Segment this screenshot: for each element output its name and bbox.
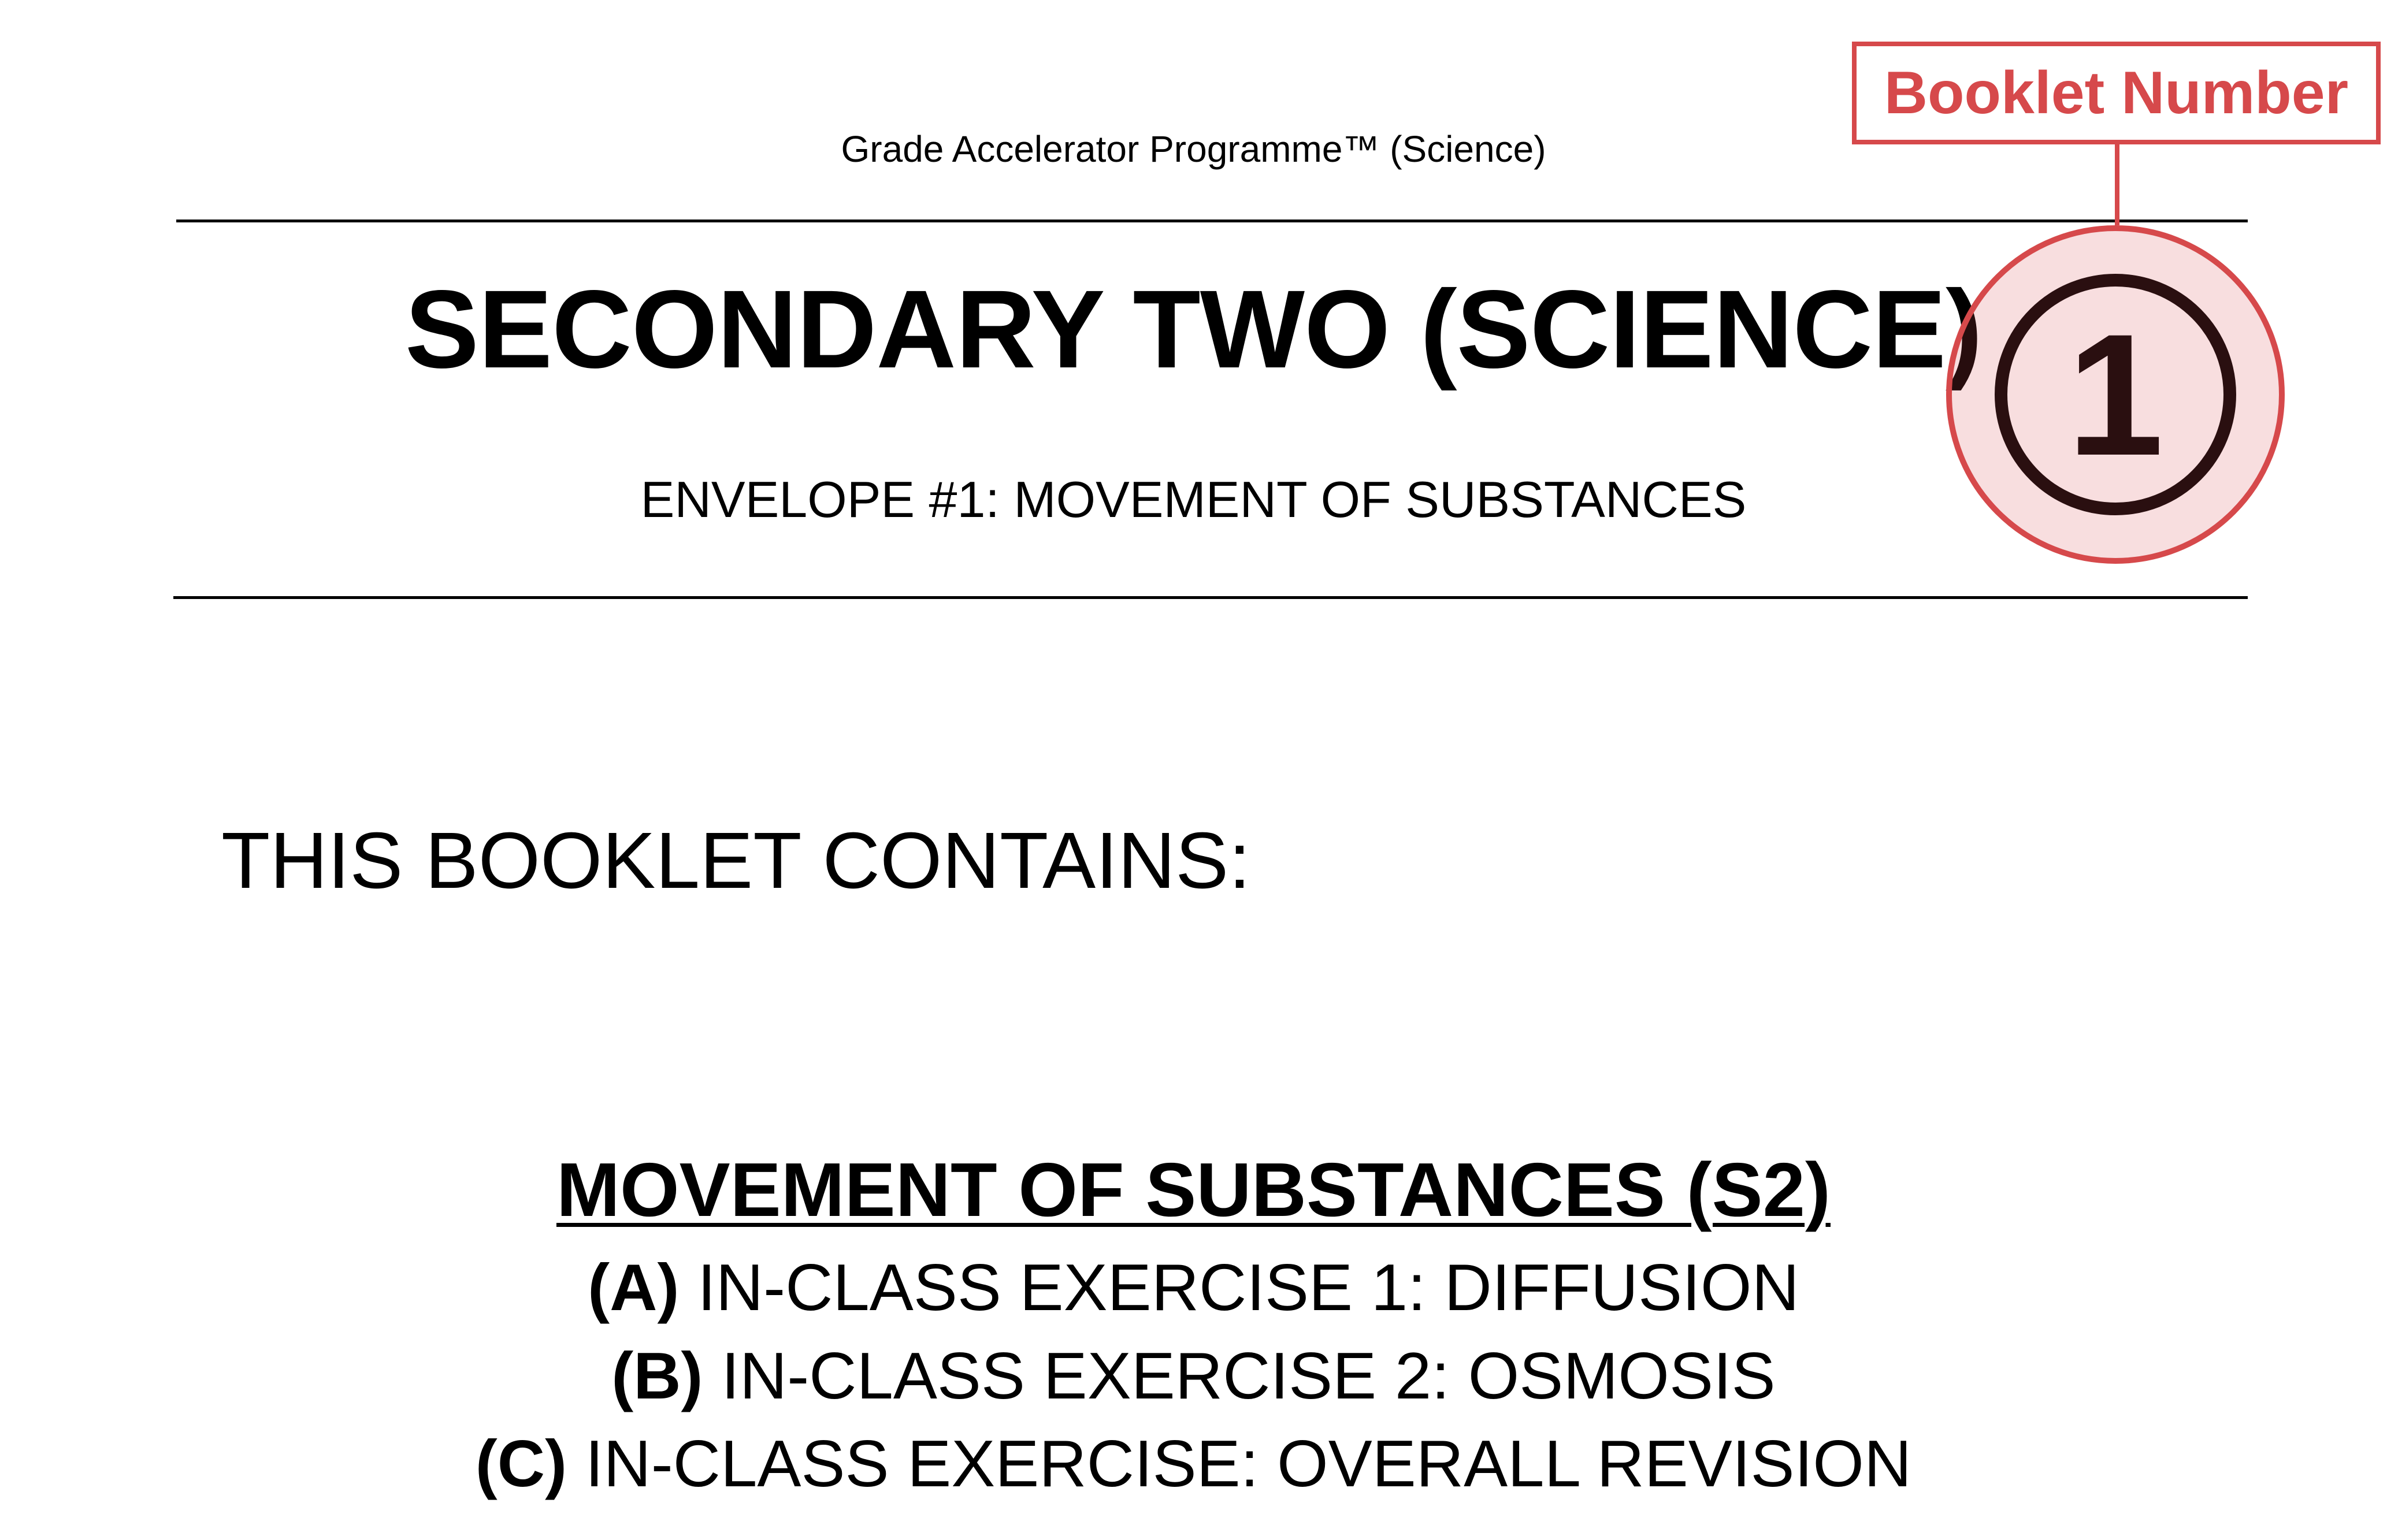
contents-item-c xyxy=(0,1427,2387,1502)
callout-connector-line xyxy=(2115,144,2119,225)
programme-name: Grade Accelerator Programme™ (Science) xyxy=(841,128,1546,170)
section-title xyxy=(0,1147,2387,1232)
item-text: IN-CLASS EXERCISE: OVERALL REVISION xyxy=(567,1427,1912,1501)
contents-heading: THIS BOOKLET CONTAINS: xyxy=(221,816,1251,905)
item-text: IN-CLASS EXERCISE 2: OSMOSIS xyxy=(703,1340,1776,1413)
item-marker: (B) xyxy=(611,1340,703,1413)
booklet-number-badge: 1 xyxy=(1995,274,2236,515)
contents-item-a xyxy=(0,1251,2387,1326)
contents-item-b xyxy=(0,1339,2387,1414)
section-title-text: MOVEMENT OF SUBSTANCES (S2) xyxy=(556,1147,1831,1232)
booklet-number-label: Booklet Number xyxy=(1852,42,2381,144)
item-marker: (C) xyxy=(475,1427,567,1501)
item-marker: (A) xyxy=(588,1251,680,1325)
bottom-divider xyxy=(173,596,2248,599)
envelope-subtitle: ENVELOPE #1: MOVEMENT OF SUBSTANCES xyxy=(640,471,1747,528)
page-title: SECONDARY TWO (SCIENCE) xyxy=(404,267,1983,391)
item-text: IN-CLASS EXERCISE 1: DIFFUSION xyxy=(679,1251,1799,1325)
top-divider xyxy=(176,220,2248,222)
